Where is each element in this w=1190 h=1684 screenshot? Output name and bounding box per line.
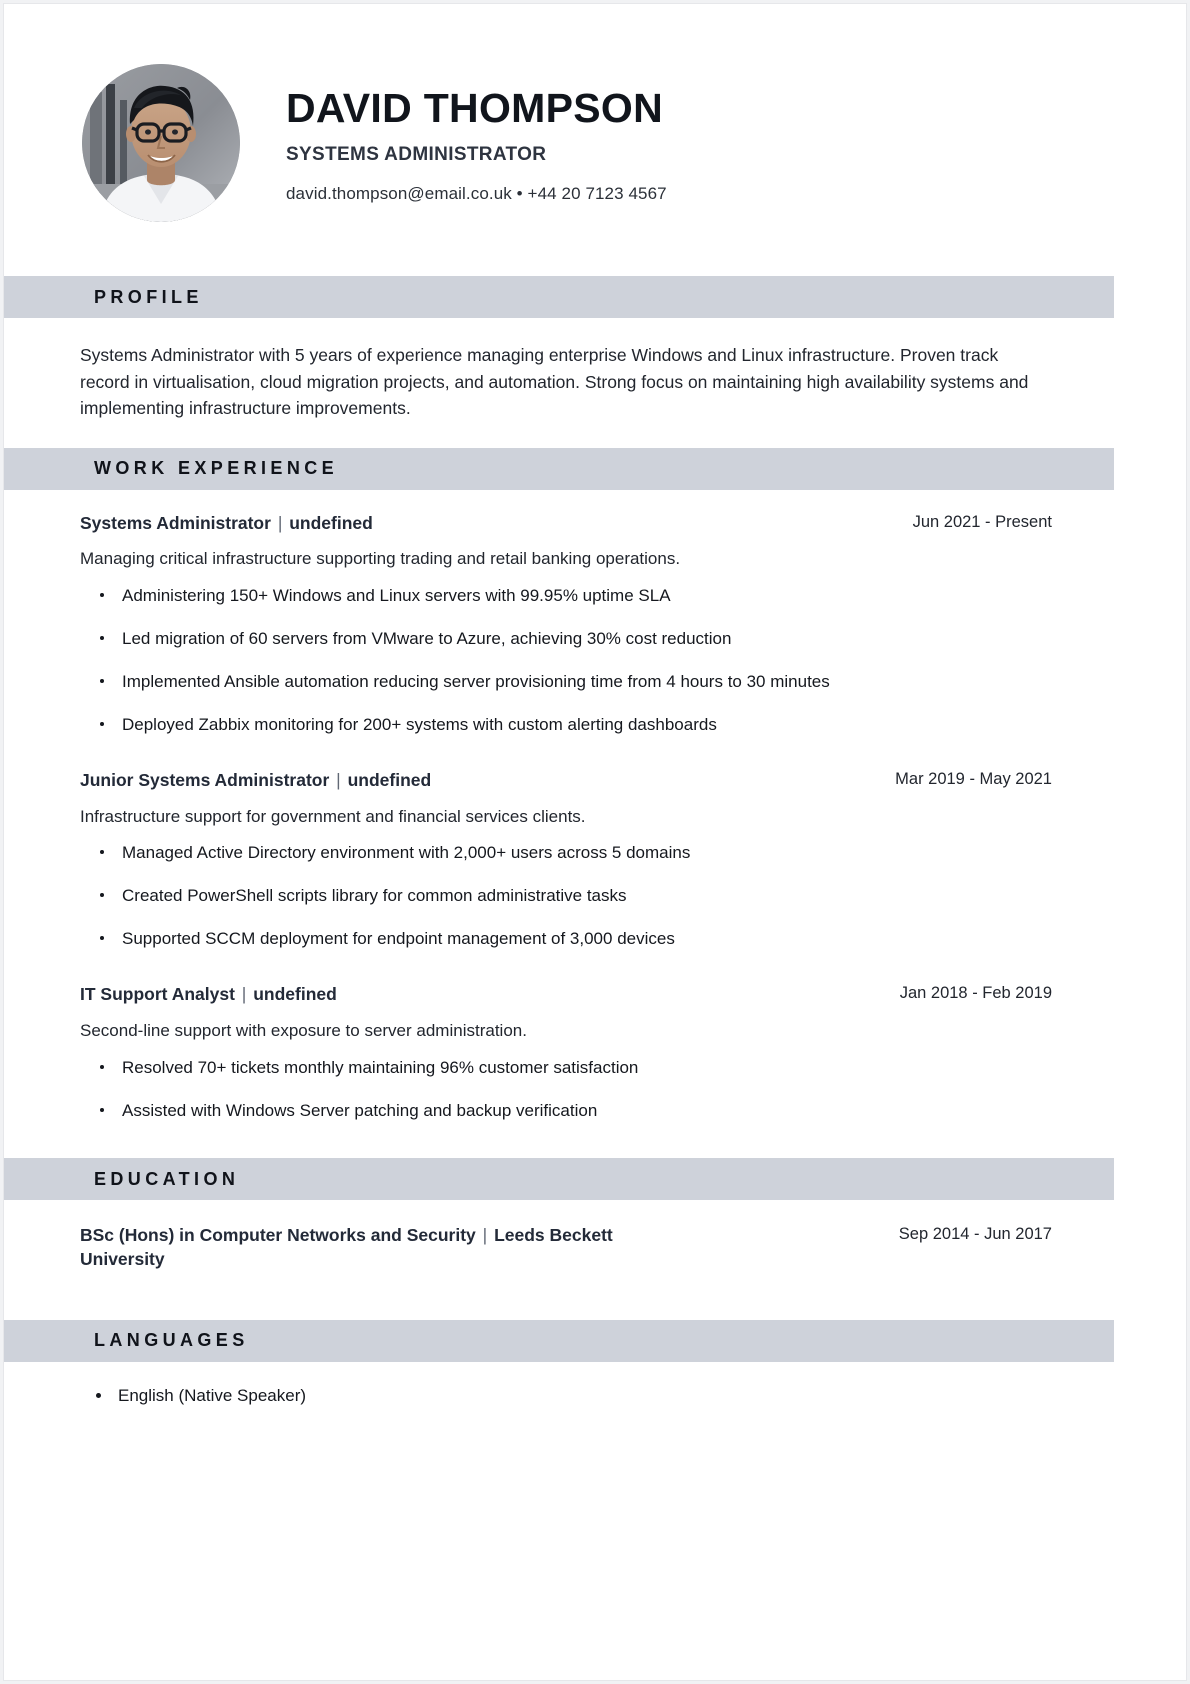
list-item: Implemented Ansible automation reducing server provisioning time from 4 hours to 30 minutes — [80, 671, 1052, 694]
section-heading-work-experience: WORK EXPERIENCE — [94, 458, 339, 479]
work-entry-role: Systems Administrator — [80, 512, 271, 533]
resume-page — [3, 3, 1187, 1681]
work-entry-role: IT Support Analyst — [80, 984, 235, 1005]
title-separator: | — [277, 512, 283, 533]
list-item: Deployed Zabbix monitoring for 200+ systems with custom alerting dashboards — [80, 714, 1052, 737]
work-entry-company: undefined — [289, 512, 373, 533]
contact-line: david.thompson@email.co.uk • +44 20 7123 4567 — [286, 184, 667, 204]
work-entry — [80, 983, 1052, 1122]
header-text-block — [286, 82, 667, 204]
section-heading-profile: PROFILE — [94, 286, 203, 307]
list-item: Assisted with Windows Server patching and backup verification — [80, 1100, 1052, 1123]
page-title: DAVID THOMPSON — [286, 84, 664, 131]
section-heading-languages: LANGUAGES — [94, 1330, 249, 1351]
title-separator: | — [241, 984, 247, 1005]
title-separator: | — [482, 1225, 488, 1246]
work-entry-date: Mar 2019 - May 2021 — [895, 769, 1052, 788]
list-item: Created PowerShell scripts library for common administrative tasks — [80, 885, 1052, 908]
work-entry-title — [80, 769, 431, 793]
list-item: Managed Active Directory environment with 2,000+ users across 5 domains — [80, 842, 1052, 865]
resume-header — [4, 4, 1114, 276]
education-entry-title — [80, 1224, 680, 1271]
work-entry-company: undefined — [347, 769, 432, 790]
education-entry — [80, 1224, 1052, 1271]
work-entry-bullet-list — [80, 842, 1052, 951]
work-entry-header — [80, 769, 1052, 793]
title-separator: | — [336, 769, 341, 790]
education-section-body — [4, 1200, 1114, 1319]
section-band-profile — [4, 276, 1114, 318]
list-item: Administering 150+ Windows and Linux servers with 99.95% uptime SLA — [80, 585, 1052, 608]
section-band-work-experience — [4, 448, 1114, 490]
section-band-languages — [4, 1320, 1114, 1362]
header-job-title: SYSTEMS ADMINISTRATOR — [286, 144, 547, 166]
education-degree: BSc (Hons) in Computer Networks and Security — [80, 1225, 476, 1246]
languages-list — [80, 1384, 1052, 1408]
work-entry-description: Second-line support with exposure to server administration. — [80, 1020, 527, 1040]
work-entry — [80, 512, 1052, 737]
work-entry-company: undefined — [253, 984, 337, 1005]
work-entry-header — [80, 512, 1052, 536]
avatar — [82, 64, 240, 222]
list-item: English (Native Speaker) — [80, 1384, 1052, 1408]
list-item: Supported SCCM deployment for endpoint management of 3,000 devices — [80, 928, 1052, 951]
list-item: Led migration of 60 servers from VMware to Azure, achieving 30% cost reduction — [80, 628, 1052, 651]
work-entry-description: Managing critical infrastructure supporting trading and retail banking operations. — [80, 549, 681, 569]
section-band-education — [4, 1158, 1114, 1200]
education-institution: Leeds Beckett University — [80, 1225, 613, 1270]
work-entry-date: Jun 2021 - Present — [912, 512, 1052, 531]
work-entry-bullet-list — [80, 1057, 1052, 1123]
work-entry-role: Junior Systems Administrator — [80, 769, 330, 790]
work-entry-date: Jan 2018 - Feb 2019 — [899, 984, 1052, 1003]
profile-section-body — [4, 318, 1114, 448]
work-entry-bullet-list — [80, 585, 1052, 737]
languages-section-body — [4, 1362, 1114, 1438]
profile-summary-text: Systems Administrator with 5 years of experience managing enterprise Windows and Linux infrastructure. Proven track record in virtualisation, cloud migration projects, and automation. Strong focus on maintaining high availability systems and implementing infrastructure improvements. — [80, 345, 1029, 419]
work-entry-title — [80, 512, 373, 536]
work-experience-section-body — [4, 490, 1114, 1159]
section-heading-education: EDUCATION — [94, 1168, 240, 1189]
work-entry — [80, 769, 1052, 951]
work-entry-header — [80, 983, 1052, 1007]
work-entry-title — [80, 983, 337, 1007]
work-entry-description: Infrastructure support for government and financial services clients. — [80, 806, 586, 826]
resume-sheet — [4, 4, 1114, 1438]
portrait-photo-icon — [82, 64, 240, 222]
education-entry-date: Sep 2014 - Jun 2017 — [898, 1225, 1052, 1244]
list-item: Resolved 70+ tickets monthly maintaining 96% customer satisfaction — [80, 1057, 1052, 1080]
